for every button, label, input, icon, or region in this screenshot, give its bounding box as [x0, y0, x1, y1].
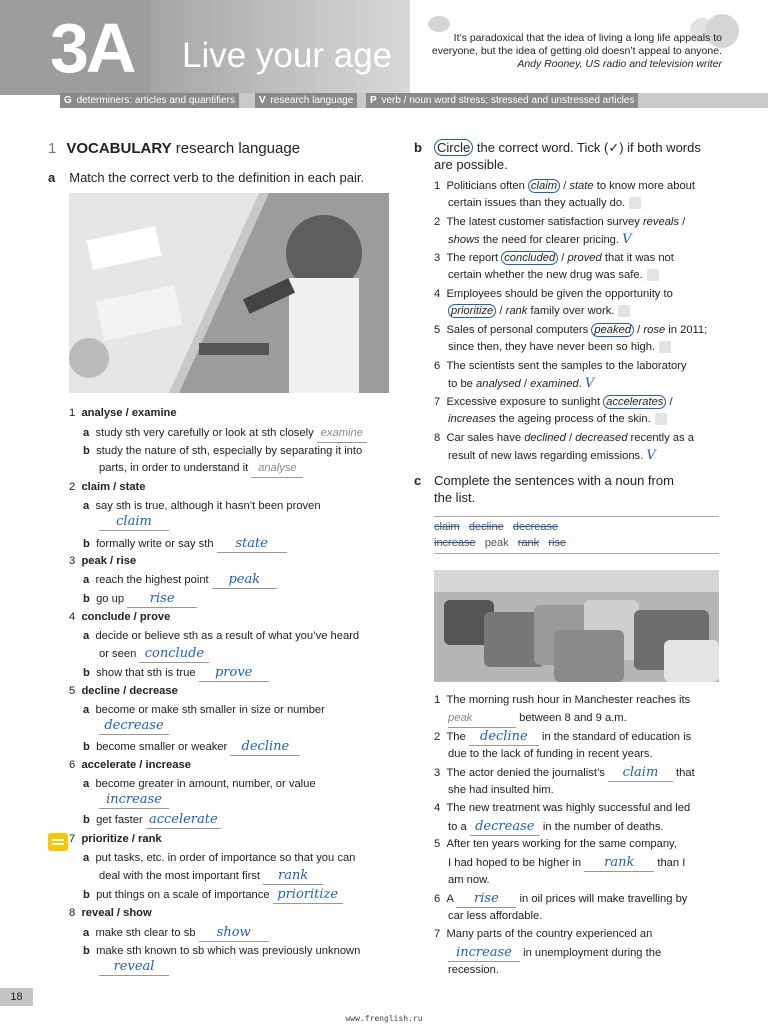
list-item: 1 analyse / examine [69, 407, 177, 419]
exercise-c-instruction: c Complete the sentences with a noun from the list. [414, 473, 674, 505]
answer-blank[interactable]: prioritize [273, 886, 343, 904]
unit-header [0, 0, 768, 108]
list-item: 6 accelerate / increase [69, 759, 191, 771]
header-quote: It’s paradoxical that the idea of living a long life appeals to everyone, but the idea of getting old doesn’t appeal to anyone. Andy Rooney, US radio and television writer [392, 32, 722, 71]
answer-blank[interactable]: claim [608, 764, 673, 782]
tick-box[interactable] [629, 197, 641, 209]
list-item: 2 The decline in the standard of education is [434, 729, 692, 744]
list-item: 7 Excessive exposure to sunlight accelerates / [434, 396, 673, 408]
answer-blank[interactable]: examine [317, 425, 367, 443]
answer-blank[interactable]: accelerate [146, 811, 221, 829]
list-word: decline [468, 521, 504, 533]
list-word: claim [434, 521, 460, 533]
tick-box[interactable] [618, 305, 630, 317]
answer-blank[interactable]: prove [199, 664, 269, 682]
word-list [434, 516, 719, 554]
answer-blank[interactable]: peak [448, 710, 516, 728]
list-word: rise [548, 537, 567, 549]
list-item: 5 After ten years working for the same company, [434, 838, 677, 850]
list-item: 1 The morning rush hour in Manchester reaches its [434, 694, 691, 706]
answer-blank[interactable]: claim [99, 513, 169, 531]
exercise-1a-instruction: a Match the correct verb to the definition in each pair. [48, 170, 365, 185]
exercise-1-heading: 1 VOCABULARY research language [48, 140, 301, 157]
footer-url: www.frenglish.ru [345, 1014, 423, 1023]
list-item: 5 decline / decrease [69, 685, 178, 697]
list-item: 3 The actor denied the journalist’s claim that [434, 765, 695, 780]
list-item: 4 The new treatment was highly successful and led [434, 802, 691, 814]
list-item: 2 The latest customer satisfaction survey reveals / [434, 216, 686, 228]
list-item: a study sth very carefully or look at sth closely examine [83, 425, 367, 443]
quote-bubble-icon [428, 16, 450, 32]
list-word: increase [434, 537, 476, 549]
answer-blank[interactable]: decline [469, 728, 539, 746]
list-item: 8 Car sales have declined / decreased recently as a [434, 432, 694, 444]
tick-mark[interactable]: V [622, 232, 632, 247]
answer-blank[interactable]: decrease [99, 717, 169, 735]
answer-blank[interactable]: increase [99, 791, 169, 809]
answer-blank[interactable]: analyse [251, 460, 303, 478]
list-item: 4 Employees should be given the opportunity to [434, 288, 673, 300]
tick-box[interactable] [647, 269, 659, 281]
answer-blank[interactable]: rank [263, 867, 323, 885]
answer-blank[interactable]: conclude [139, 645, 209, 663]
research-photo [69, 193, 389, 393]
answer-blank[interactable]: rise [127, 590, 197, 608]
unit-number: 3A [50, 9, 134, 87]
list-item: 5 Sales of personal computers peaked / rose in 2011; [434, 324, 708, 336]
exercise-b-instruction: b Circle the correct word. Tick (✓) if both words are possible. [414, 140, 701, 172]
answer-blank[interactable]: peak [212, 571, 277, 589]
tag-pronunciation: P verb / noun word stress; stressed and unstressed articles [366, 93, 638, 108]
answer-blank[interactable]: rank [584, 854, 654, 872]
tick-box[interactable] [659, 341, 671, 353]
list-item: 7 Many parts of the country experienced an [434, 928, 653, 940]
list-item: 3 The report concluded / proved that it was not [434, 252, 674, 264]
tag-grammar: G determiners: articles and quantifiers [60, 93, 239, 108]
tick-box[interactable] [655, 413, 667, 425]
list-item: 6 A rise in oil prices will make travelling by [434, 891, 688, 906]
note-icon[interactable] [48, 833, 68, 851]
list-item: 2 claim / state [69, 481, 146, 493]
list-item: 3 peak / rise [69, 555, 137, 567]
list-item: 4 conclude / prove [69, 611, 171, 623]
tick-mark[interactable]: V [584, 376, 595, 391]
tag-vocabulary: V research language [255, 93, 357, 108]
answer-blank[interactable]: reveal [99, 958, 169, 976]
answer-blank[interactable]: increase [448, 944, 520, 962]
answer-blank[interactable]: state [217, 535, 287, 553]
traffic-photo [434, 570, 719, 682]
list-item: b study the nature of sth, especially by separating it into [83, 445, 363, 457]
list-item: 6 The scientists sent the samples to the laboratory [434, 360, 687, 372]
tick-mark[interactable]: V [646, 448, 656, 463]
list-item: 8 reveal / show [69, 907, 152, 919]
quote-author: Andy Rooney, US radio and television writer [517, 58, 722, 70]
list-word: decrease [512, 521, 559, 533]
answer-blank[interactable]: show [199, 924, 269, 942]
list-word: rank [517, 537, 540, 549]
answer-blank[interactable]: rise [456, 890, 516, 908]
answer-blank[interactable]: decline [230, 738, 300, 756]
answer-blank[interactable]: decrease [470, 818, 540, 836]
unit-title: Live your age [182, 36, 393, 75]
list-item: 7 prioritize / rank [69, 833, 162, 845]
list-item: 1 Politicians often claim / state to know more about [434, 180, 695, 192]
page-number: 18 [0, 988, 33, 1006]
list-word: peak [484, 537, 509, 549]
